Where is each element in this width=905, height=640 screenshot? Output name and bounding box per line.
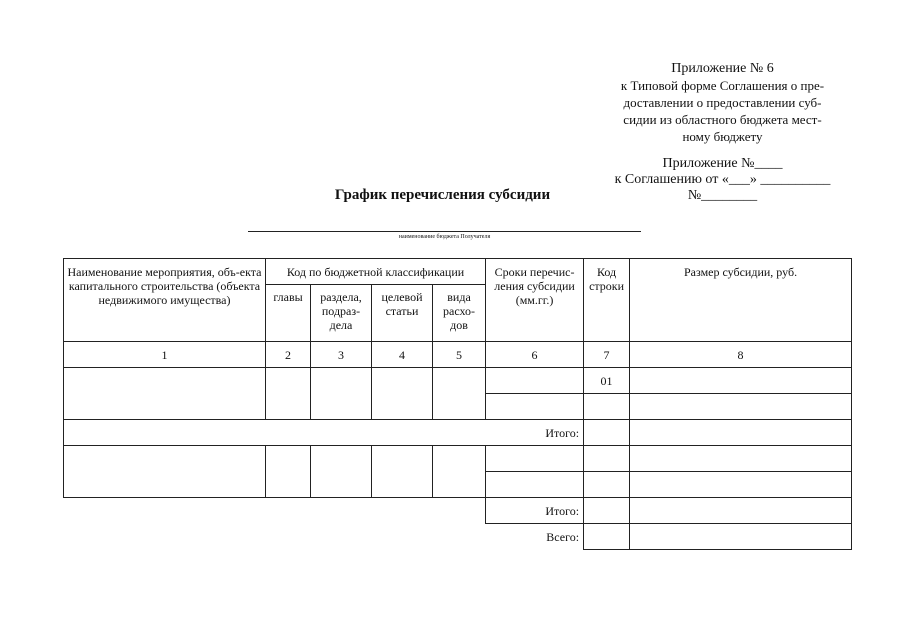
group-2-term-cell-1 <box>486 446 584 472</box>
column-number-8: 8 <box>630 342 852 368</box>
group-2-expense-cell <box>433 446 486 498</box>
header-line-code: Код строки <box>584 259 630 342</box>
column-numbers-row <box>64 342 852 368</box>
header-event-name: Наименование мероприятия, объ-екта капитального строительства (объекта недвижимого имущества) <box>64 259 266 342</box>
group-2-subtotal-label: Итого: <box>486 498 584 524</box>
appendix-title: Приложение № 6 <box>671 61 774 76</box>
document-title: График перечисления субсидии <box>334 187 551 203</box>
header-subsidy-amount: Размер субсидии, руб. <box>630 259 852 342</box>
group-2-subtotal-amount-cell <box>630 498 852 524</box>
header-chapter: главы <box>266 285 311 342</box>
column-number-1: 1 <box>64 342 266 368</box>
recipient-budget-caption: наименование бюджета Получателя <box>398 234 491 240</box>
group-2-amount-cell-1 <box>630 446 852 472</box>
group-1-line-code: 01 <box>584 368 630 394</box>
group-2-chapter-cell <box>266 446 311 498</box>
group-1-subtotal-amount-cell <box>630 420 852 446</box>
grand-total-code-cell <box>584 524 630 550</box>
subsidy-schedule-table <box>63 258 852 550</box>
grand-total-amount-cell <box>630 524 852 550</box>
appendix-line-3: сидии из областного бюджета мест- <box>623 112 822 127</box>
group-1-expense-cell <box>433 368 486 420</box>
group-2-subtotal-code-cell <box>584 498 630 524</box>
column-number-5: 5 <box>433 342 486 368</box>
column-number-7: 7 <box>584 342 630 368</box>
header-target-item: целевой статьи <box>372 285 433 342</box>
group-2-subtotal-blank <box>64 498 486 524</box>
group-2-event-cell <box>64 446 266 498</box>
group-1-code-cell-2 <box>584 394 630 420</box>
header-transfer-terms: Сроки перечис-ления субсидии (мм.гг.) <box>486 259 584 342</box>
group-2-term-cell-2 <box>486 472 584 498</box>
column-number-6: 6 <box>486 342 584 368</box>
header-budget-code: Код по бюджетной классификации <box>266 259 486 285</box>
appendix-line-4: ному бюджету <box>682 129 763 144</box>
agreement-date-line: к Соглашению от «___» __________ <box>614 172 831 187</box>
group-1-target-cell <box>372 368 433 420</box>
group-1-term-cell-2 <box>486 394 584 420</box>
header-row-1 <box>64 259 852 285</box>
column-number-3: 3 <box>311 342 372 368</box>
agreement-title: Приложение №____ <box>662 156 783 171</box>
group-1-section-cell <box>311 368 372 420</box>
group-1-amount-cell-2 <box>630 394 852 420</box>
group-1-event-cell <box>64 368 266 420</box>
column-number-4: 4 <box>372 342 433 368</box>
group-1-subtotal-row <box>64 420 852 446</box>
group-1-subtotal-label: Итого: <box>64 420 584 446</box>
group-2-target-cell <box>372 446 433 498</box>
grand-total-label: Всего: <box>546 529 580 544</box>
group-2-code-cell-2 <box>584 472 630 498</box>
appendix-header <box>590 60 855 145</box>
header-expense-type: вида расхо-дов <box>433 285 486 342</box>
header-section: раздела, подраз-дела <box>311 285 372 342</box>
group-1-term-cell-1 <box>486 368 584 394</box>
group-1-chapter-cell <box>266 368 311 420</box>
group-1-amount-cell-1 <box>630 368 852 394</box>
group-2-code-cell-1 <box>584 446 630 472</box>
agreement-number-line: №________ <box>687 188 758 203</box>
group-1-row-1 <box>64 368 852 394</box>
appendix-line-2: доставлении о предоставлении суб- <box>623 95 822 110</box>
group-2-row-1 <box>64 446 852 472</box>
group-2-section-cell <box>311 446 372 498</box>
recipient-budget-line <box>248 231 641 232</box>
column-number-2: 2 <box>266 342 311 368</box>
group-2-amount-cell-2 <box>630 472 852 498</box>
grand-total-row <box>64 524 852 550</box>
group-1-subtotal-code-cell <box>584 420 630 446</box>
appendix-line-1: к Типовой форме Соглашения о пре- <box>620 78 825 93</box>
group-2-subtotal-row <box>64 498 852 524</box>
